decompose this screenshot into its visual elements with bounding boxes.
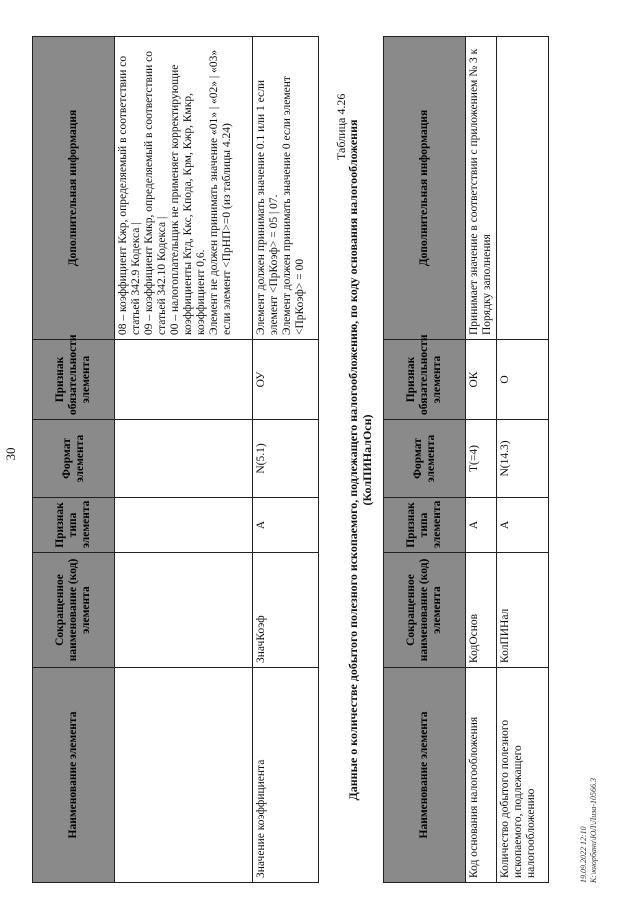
table-header-row (33, 37, 115, 883)
header-additional-info: Дополнительная информация (384, 37, 466, 340)
cell-additional-info (497, 37, 549, 340)
header-element-name: Наименование элемента (33, 668, 115, 883)
table-title: Данные о количестве добытого полезного ископаемого, подлежащего налогообложению, по коду основания налогообложения (КолПИНалОсн) (346, 119, 374, 801)
cell-required: О (497, 340, 549, 420)
elements-table-continued (32, 36, 319, 883)
table-row (253, 37, 319, 883)
header-additional-info: Дополнительная информация (33, 37, 115, 340)
tax-base-table (383, 36, 549, 883)
page-number: 30 (3, 447, 18, 461)
table-row (497, 37, 549, 883)
cell-short-name: КолПИНал (497, 553, 549, 668)
cell-type: А (253, 498, 319, 553)
header-type: Признак типа элемента (384, 498, 466, 553)
cell-format: N(14.3) (497, 420, 549, 498)
cell-format: N(5.1) (253, 420, 319, 498)
cell-additional-info: Принимает значение в соответствии с приложением № 3 к Порядку заполнения (466, 37, 497, 340)
header-type: Признак типа элемента (33, 498, 115, 553)
header-element-name: Наименование элемента (384, 668, 466, 883)
cell-element-name: Код основания налогообложения (466, 668, 497, 883)
cell-additional-info: Элемент должен принимать значение 0.1 или 1 если элемент <ПрКоэф> = 05 | 07. Элемент должен принимать значение 0 если элемент <ПрКоэф> = 00 (253, 37, 319, 340)
footer-stamp: 19.09.2022 12:10 К:\кнорбани\ЮЛ\Лиза-10566.3 (579, 777, 598, 883)
header-required: Признак обязательности элемента (33, 340, 115, 420)
cell-short-name: КодОснов (466, 553, 497, 668)
cell-required: ОК (466, 340, 497, 420)
header-format: Формат элемента (384, 420, 466, 498)
cell-additional-info: 08 – коэффициент Кжр, определяемый в соответствии со статьей 342.9 Кодекса | 09 – коэффициент Кмкр, определяемый в соответствии со статьей 342.10 Кодекса | 00 – налогоплательщик не применяет корректирующие коэффициенты Ктд, Ккс, Кпода, Крм, Кжр, Кмкр, коэффициент 0,6. Элемент не должен принимать значение «01» | «02» | «03» если элемент <ПрНП>=0 (из таблицы 4.24) (115, 37, 253, 340)
table-header-row (384, 37, 466, 883)
cell-short-name: ЗначКоэф (253, 553, 319, 668)
table-row (466, 37, 497, 883)
cell-type: А (466, 498, 497, 553)
cell-element-name: Значение коэффициента (253, 668, 319, 883)
header-required: Признак обязательности элемента (384, 340, 466, 420)
table-row (115, 37, 253, 883)
header-short-name: Сокращенное наименование (код) элемента (384, 553, 466, 668)
cell-type: А (497, 498, 549, 553)
table-number: Таблица 4.26 (334, 93, 348, 160)
header-short-name: Сокращенное наименование (код) элемента (33, 553, 115, 668)
cell-format: Т(=4) (466, 420, 497, 498)
header-format: Формат элемента (33, 420, 115, 498)
cell-required: ОУ (253, 340, 319, 420)
cell-element-name: Количество добытого полезного ископаемого, подлежащего налогообложению (497, 668, 549, 883)
